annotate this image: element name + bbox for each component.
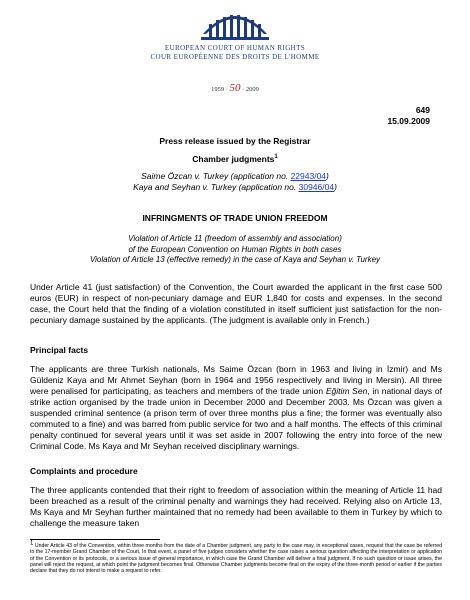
violations-summary: [0, 234, 470, 266]
anniversary-fifty: 50: [229, 82, 241, 94]
facts-text-b: , in national days of strike action organised by the trade union in December 2000 and December 2003. Ms Özcan was given a suspended criminal sentence (a prison term of over three months plus a fine; the former was eventually also commuted to a fine) and was barred from public service for two and a half months. The effects of this criminal penalty continued for several years until it was set aside in 2007 following the entry into force of the new Criminal Code. Ms Kaya and Mr Seyhan received disciplinary warnings.: [30, 386, 442, 451]
principal-facts-heading: Principal facts: [30, 345, 89, 355]
case-2: [0, 182, 470, 193]
case-2-text: Kaya and Seyhan v. Turkey (application no.: [133, 182, 299, 192]
facts-union-name: Eğitim Sen: [325, 386, 368, 396]
case-1-application-link[interactable]: 22943/04: [290, 171, 327, 181]
case-1-close: ): [326, 171, 329, 181]
complaints-paragraph: The three applicants contended that their right to freedom of association within the meaning of Article 11 had been breached as a result of the criminal penalty and warnings they had received. Relying also on Article 13, Ms Kaya and Mr Seyhan further maintained that no remedy had been available to them in Turkey by which to challenge the measure taken: [30, 485, 442, 528]
press-release-title: Press release issued by the Registrar: [159, 136, 311, 146]
chamber-judgments-text: Chamber judgments: [192, 154, 275, 164]
court-logo-icon: [195, 4, 275, 42]
anniversary-mark: 1959 · 50 · 2009: [211, 82, 259, 94]
case-2-close: ): [334, 182, 337, 192]
intro-paragraph: Under Article 41 (just satisfaction) of the Convention, the Court awarded the applicant in the first case 500 euros (EUR) in respect of non-pecuniary damage and EUR 1,840 for costs and expenses. In the second case, the Court held that the finding of a violation constituted in itself sufficient just satisfaction for the non-pecuniary damage sustained by the applicants. (The judgment is available only in French.): [30, 282, 442, 325]
footnote-ref: 1: [274, 154, 278, 161]
case-1-text: Saime Özcan v. Turkey (application no.: [141, 171, 291, 181]
press-number-block: [387, 105, 430, 127]
anniversary-end: 2009: [245, 86, 259, 93]
violation-line-1: Violation of Article 11 (freedom of assembly and association): [128, 234, 342, 243]
press-number: 649: [415, 105, 430, 115]
violation-line-3: Violation of Article 13 (effective remedy) in the case of Kaya and Seyhan v. Turkey: [89, 255, 381, 264]
facts-text-a: The applicants are three Turkish nationals, Ms Saime Özcan (born in 1963 and living in İzmir) and Ms Güldeniz Kaya and Mr Ahmet Seyhan (born in 1964 and 1956 respectively and living in Mersin). All three were penalised for participating, as teachers and members of the trade union: [30, 364, 442, 396]
anniversary-start: 1959: [211, 86, 225, 93]
case-2-application-link[interactable]: 30946/04: [298, 182, 335, 192]
footnote-mark: 1: [30, 540, 34, 547]
main-heading: INFRINGMENTS OF TRADE UNION FREEDOM: [142, 213, 328, 223]
court-name-en: EUROPEAN COURT OF HUMAN RIGHTS: [164, 44, 306, 52]
violation-line-2: of the European Convention on Human Rights in both cases: [128, 244, 342, 254]
court-name-fr: COUR EUROPÉENNE DES DROITS DE L'HOMME: [150, 53, 320, 61]
footnote: [30, 540, 442, 575]
press-date: 15.09.2009: [387, 116, 430, 126]
footnote-text: Under Article 43 of the Convention, within three months from the date of a Chamber judgment, any party to the case may, in exceptional cases, request that the case be referred to the 17-member Grand Chamber of the Court. In that event, a panel of five judges considers whether the case raises a serious question affecting the interpretation or application of the Convention or its protocols, or a serious issue of general importance, in which case the Grand Chamber will deliver a final judgment. If no such question or issue arises, the panel will reject the request, at which point the judgment becomes final. Otherwise Chamber judgments become final on the expiry of the three-month period or earlier if the parties declare that they do not intend to make a request to refer.: [30, 543, 442, 575]
footnote-divider: [30, 539, 160, 540]
principal-facts-paragraph: [30, 364, 442, 452]
case-list: [0, 171, 470, 193]
complaints-heading: Complaints and procedure: [30, 466, 138, 476]
case-1: [0, 171, 470, 182]
chamber-judgments-heading: [0, 154, 470, 164]
